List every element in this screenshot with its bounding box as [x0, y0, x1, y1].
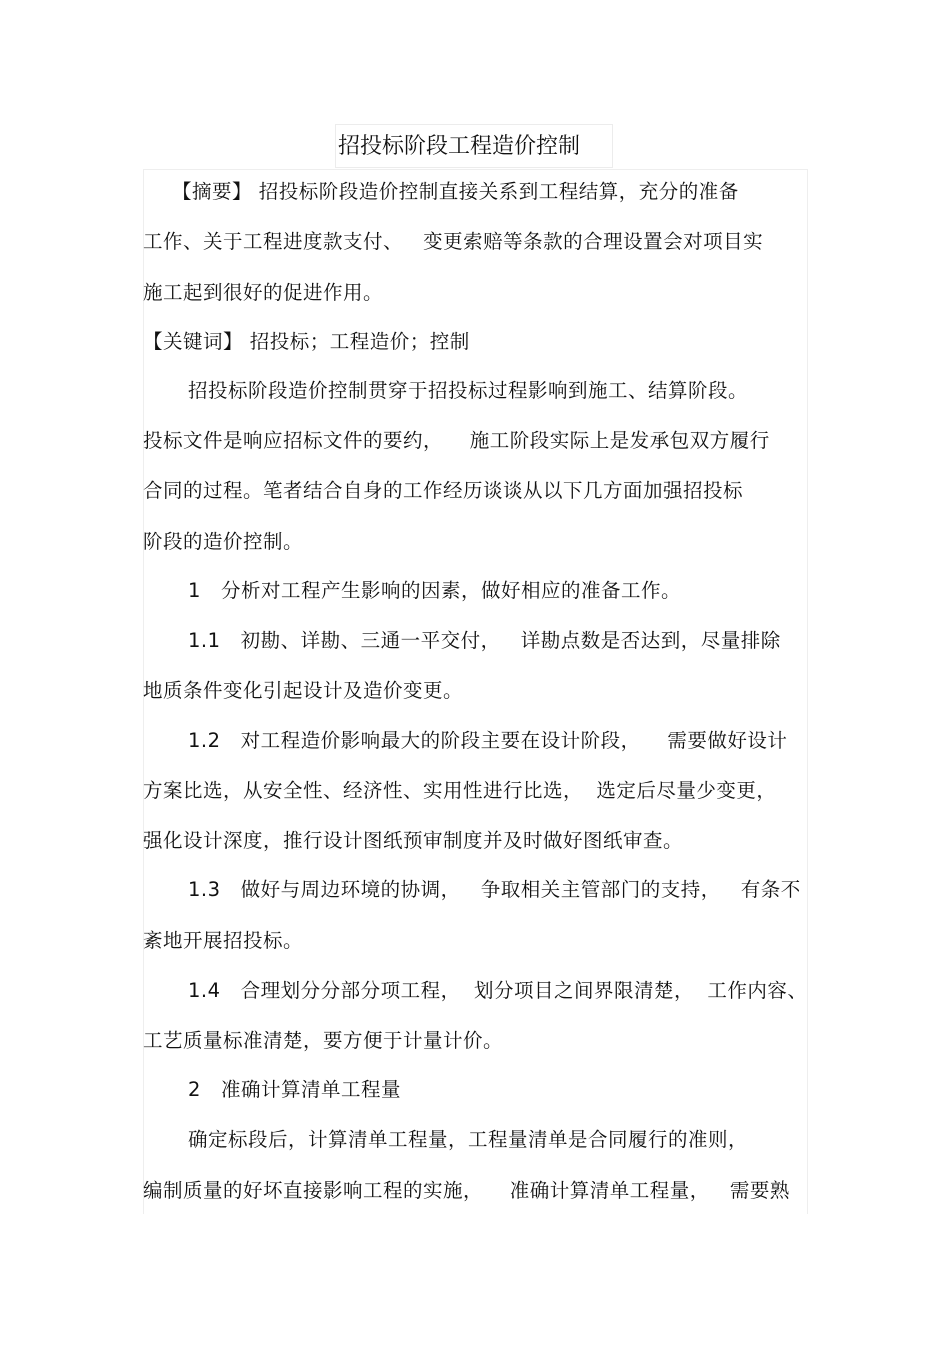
- text-line: 投标文件是响应招标文件的要约， 施工阶段实际上是发承包双方履行: [143, 429, 770, 452]
- text-line: 工作、关于工程进度款支付、 变更索赔等条款的合理设置会对项目实: [143, 230, 764, 253]
- text-line: 阶段的造价控制。: [143, 530, 304, 553]
- text-line: 确定标段后，计算清单工程量，工程量清单是合同履行的准则，: [188, 1128, 749, 1151]
- text-line: 施工起到很好的促进作用。: [143, 281, 384, 304]
- text-line: 紊地开展招投标。: [143, 929, 304, 952]
- text-line: 强化设计深度，推行设计图纸预审制度并及时做好图纸审查。: [143, 829, 684, 852]
- text-line: 【关键词】 招投标；工程造价；控制: [143, 330, 470, 353]
- text-line: 1.2 对工程造价影响最大的阶段主要在设计阶段， 需要做好设计: [188, 729, 788, 752]
- text-line: 方案比选，从安全性、经济性、实用性进行比选， 选定后尽量少变更，: [143, 779, 777, 802]
- text-line: 2 准确计算清单工程量: [188, 1078, 402, 1101]
- text-line: 1.1 初勘、详勘、三通一平交付， 详勘点数是否达到，尽量排除: [188, 629, 781, 652]
- text-line: 1 分析对工程产生影响的因素，做好相应的准备工作。: [188, 579, 682, 602]
- document-title: 招投标阶段工程造价控制: [335, 124, 613, 168]
- text-line: 【摘要】 招投标阶段造价控制直接关系到工程结算，充分的准备: [172, 180, 739, 203]
- text-line: 编制质量的好坏直接影响工程的实施， 准确计算清单工程量， 需要熟: [143, 1179, 790, 1202]
- text-line: 1.4 合理划分分部分项工程， 划分项目之间界限清楚， 工作内容、: [188, 979, 808, 1002]
- text-line: 1.3 做好与周边环境的协调， 争取相关主管部门的支持， 有条不: [188, 878, 801, 901]
- text-line: 合同的过程。笔者结合自身的工作经历谈谈从以下几方面加强招投标: [143, 479, 744, 502]
- text-line: 地质条件变化引起设计及造价变更。: [143, 679, 464, 702]
- text-line: 工艺质量标准清楚，要方便于计量计价。: [143, 1029, 504, 1052]
- text-line: 招投标阶段造价控制贯穿于招投标过程影响到施工、结算阶段。: [188, 379, 749, 402]
